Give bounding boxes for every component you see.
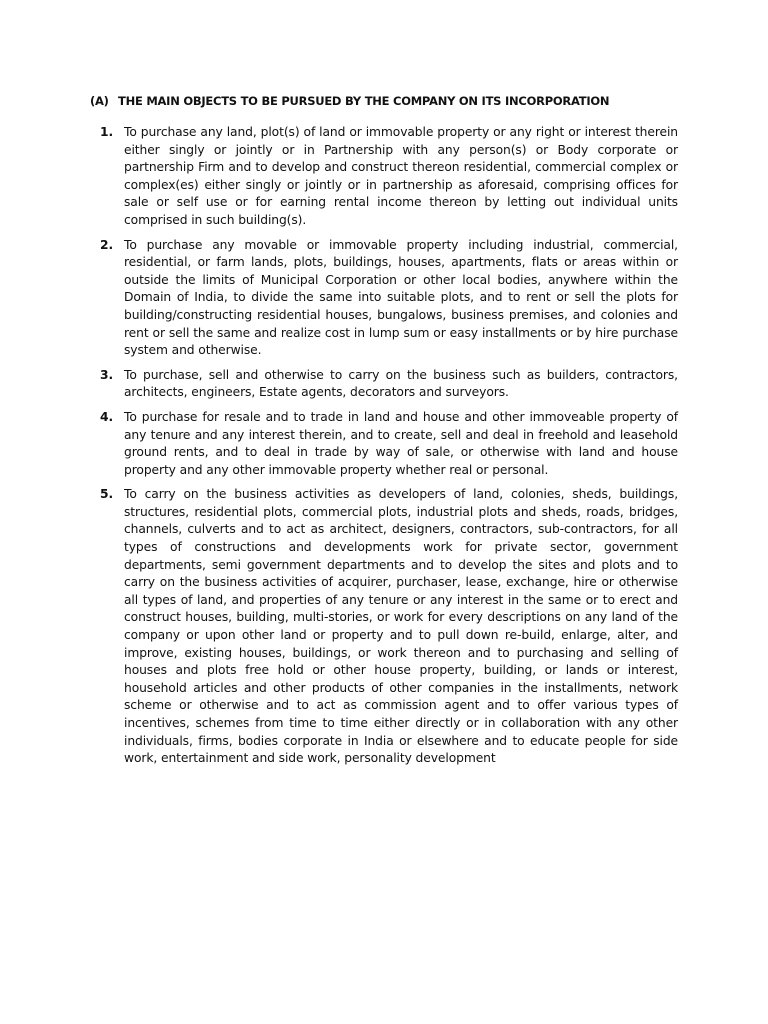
- list-item: [100, 486, 678, 768]
- item-number: 2.: [100, 237, 114, 252]
- item-number: 5.: [100, 487, 114, 502]
- list-item: [100, 409, 678, 479]
- item-text: To purchase, sell and otherwise to carry on the business such as builders, contractors, architects, engineers, Estate agents, decorators and surveyors.: [124, 367, 678, 400]
- item-text: To carry on the business activities as developers of land, colonies, sheds, buildings, structures, residential plots, commercial plots, industrial plots and sheds, roads, bridges, channels, culverts and to act as architect, designers, contractors, sub-contractors, for all types of constructions and developments work for private sector, government departments, semi government departments and to develop the sites and plots and to carry on the business activities of acquirer, purchaser, lease, exchange, hire or otherwise all types of land, and properties of any tenure or any interest in the same or to erect and construct houses, building, multi-stories, or work for every descriptions on any land of the company or upon other land or property and to pull down re-build, enlarge, alter, and improve, existing houses, buildings, or work thereon and to purchasing and selling of houses and plots free hold or other house property, building, or lands or interest, household articles and other products of other companies in the installments, network scheme or otherwise and to act as commission agent and to offer various types of incentives, schemes from time to time either directly or in collaboration with any other individuals, firms, bodies corporate in India or elsewhere and to educate people for side work, entertainment and side work, personality development: [124, 487, 678, 766]
- item-number: 3.: [100, 367, 114, 382]
- list-item: [100, 124, 678, 230]
- objects-list: [100, 124, 678, 775]
- list-item: [100, 237, 678, 360]
- item-number: 4.: [100, 409, 114, 424]
- item-text: To purchase any land, plot(s) of land or immovable property or any right or interest therein either singly or jointly or in Partnership with any person(s) or Body corporate or partnership Firm and to develop and construct thereon residential, commercial complex or complex(es) either singly or jointly or in partnership as aforesaid, comprising offices for sale or self use or for earning rental income thereon by letting out individual units comprised in such building(s).: [124, 125, 678, 227]
- item-text: To purchase any movable or immovable property including industrial, commercial, residential, or farm lands, plots, buildings, houses, apartments, flats or areas within or outside the limits of Municipal Corporation or other local bodies, anywhere within the Domain of India, to divide the same into suitable plots, and to rent or sell the plots for building/constructing residential houses, bungalows, business premises, and colonies and rent or sell the same and realize cost in lump sum or easy installments or by hire purchase system and otherwise.: [124, 237, 678, 358]
- section-heading: [90, 94, 690, 108]
- item-text: To purchase for resale and to trade in land and house and other immoveable property of any tenure and any interest therein, and to create, sell and deal in freehold and leasehold ground rents, and to deal in trade by way of sale, or otherwise with land and house property and any other immovable property whether real or personal.: [124, 409, 678, 477]
- item-number: 1.: [100, 125, 114, 139]
- list-item: [100, 367, 678, 402]
- section-title: THE MAIN OBJECTS TO BE PURSUED BY THE COMPANY ON ITS INCORPORATION: [118, 94, 610, 108]
- section-marker: (A): [90, 94, 109, 108]
